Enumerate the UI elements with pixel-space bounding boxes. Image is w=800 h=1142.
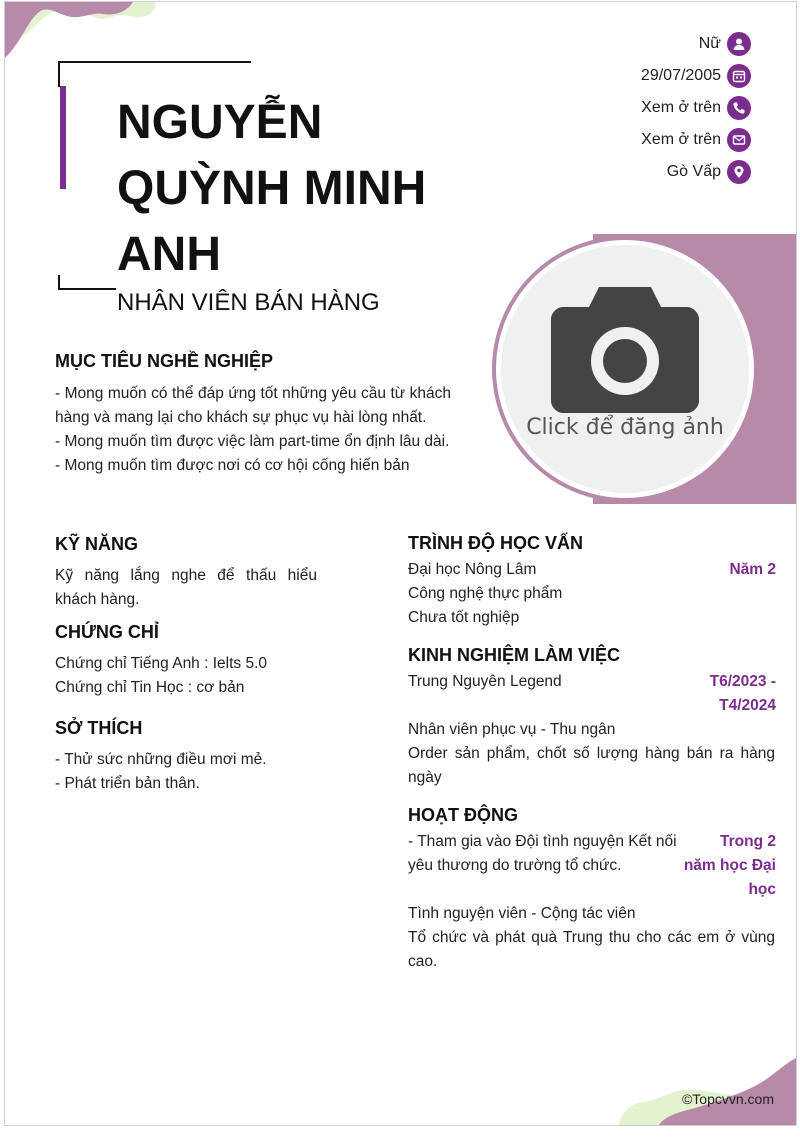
activities-time-line: năm học Đại xyxy=(683,857,776,874)
education-time: Năm 2 xyxy=(729,561,776,578)
activities-description: Tổ chức và phát quà Trung thu cho các em ở vùng cao. xyxy=(408,929,775,970)
calendar-icon xyxy=(727,64,751,88)
candidate-name: NGUYỄN QUỲNH MINH ANH xyxy=(117,96,427,281)
experience-description: Order sản phẩm, chốt số lượng hàng bán ra hàng ngày xyxy=(408,745,775,786)
phone-icon xyxy=(727,96,751,120)
experience-time-start: T6/2023 - xyxy=(709,673,776,690)
experience-company: Trung Nguyên Legend xyxy=(408,673,562,690)
footer-copyright: ©Topcvvn.com xyxy=(681,1091,774,1107)
skills-title: KỸ NĂNG xyxy=(55,534,139,554)
cv-page xyxy=(4,1,797,1126)
name-frame-top xyxy=(58,61,251,63)
education-school: Đại học Nông Lâm xyxy=(408,561,537,578)
contact-address-text: Gò Vấp xyxy=(666,163,721,180)
photo-upload-label: Click để đăng ảnh xyxy=(526,415,724,440)
contact-gender-text: Nữ xyxy=(698,35,721,52)
location-icon xyxy=(727,160,751,184)
hobby-item: - Phát triển bản thân. xyxy=(55,775,200,792)
experience-title: KINH NGHIỆM LÀM VIỆC xyxy=(408,645,621,665)
contact-birthday-text: 29/07/2005 xyxy=(640,67,721,84)
corner-decoration-top xyxy=(5,2,165,62)
activities-organization: - Tham gia vào Đội tình nguyện Kết nối yêu thương do trường tổ chức. xyxy=(408,833,677,874)
contact-email-text: Xem ở trên xyxy=(641,131,721,148)
contact-birthday xyxy=(641,64,751,88)
name-accent-bar xyxy=(60,86,66,189)
objective-title: MỤC TIÊU NGHỀ NGHIỆP xyxy=(55,351,274,371)
contact-gender xyxy=(699,32,751,56)
camera-icon xyxy=(551,283,699,413)
contact-phone xyxy=(641,96,751,120)
activities-time-line: học xyxy=(748,881,776,898)
education-title: TRÌNH ĐỘ HỌC VẤN xyxy=(408,533,583,553)
certificates-title: CHỨNG CHỈ xyxy=(55,622,159,642)
objective-line: - Mong muốn tìm được nơi có cơ hội cống hiến bản xyxy=(55,457,410,474)
contact-email xyxy=(641,128,751,152)
job-title: NHÂN VIÊN BÁN HÀNG xyxy=(117,289,380,316)
certificate-item: Chứng chỉ Tin Học : cơ bản xyxy=(55,679,245,696)
skills-text: Kỹ năng lắng nghe để thấu hiểu khách hàng. xyxy=(55,567,317,608)
objective-line: - Mong muốn có thể đáp ứng tốt những yêu cầu từ khách hàng và mang lại cho khách sự phục vụ hài lòng nhất. xyxy=(55,385,451,426)
education-major: Công nghệ thực phẩm xyxy=(408,585,563,602)
name-frame-bottom-left xyxy=(58,275,60,289)
objective-text xyxy=(55,382,451,520)
activities-title: HOẠT ĐỘNG xyxy=(408,805,518,825)
name-frame-bottom xyxy=(58,288,116,290)
activities-time-line: Trong 2 xyxy=(720,833,776,850)
contact-address xyxy=(667,160,751,184)
education-status: Chưa tốt nghiệp xyxy=(408,609,520,626)
certificate-item: Chứng chỉ Tiếng Anh : Ielts 5.0 xyxy=(55,655,268,672)
objective-line: - Mong muốn tìm được việc làm part-time ổn định lâu dài. xyxy=(55,433,450,450)
name-frame-left xyxy=(58,61,60,87)
hobby-item: - Thử sức những điều mơi mẻ. xyxy=(55,751,267,768)
contact-phone-text: Xem ở trên xyxy=(641,99,721,116)
activities-role: Tình nguyện viên - Cộng tác viên xyxy=(408,905,636,922)
hobbies-title: SỞ THÍCH xyxy=(55,718,143,738)
photo-upload[interactable] xyxy=(492,236,758,502)
experience-position: Nhân viên phục vụ - Thu ngân xyxy=(408,721,616,738)
mail-icon xyxy=(727,128,751,152)
person-icon xyxy=(727,32,751,56)
experience-time-end: T4/2024 xyxy=(719,697,776,714)
